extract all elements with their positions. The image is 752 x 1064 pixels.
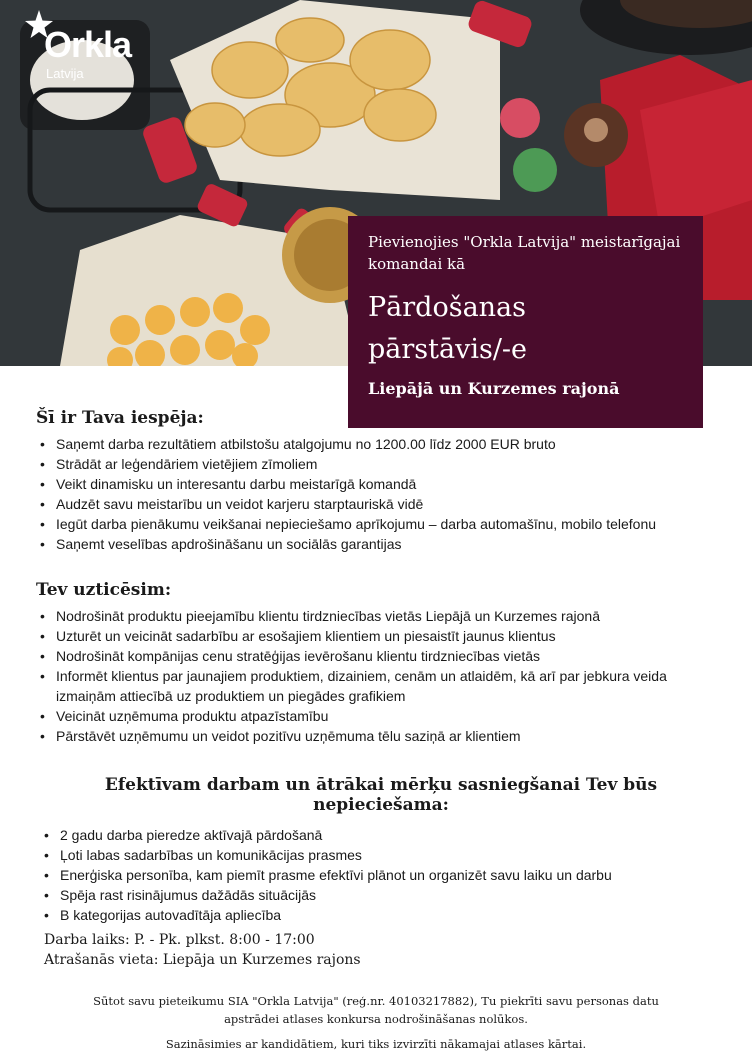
work-place: Atrašanās vieta: Liepāja un Kurzemes rajons — [44, 952, 361, 968]
list-item: • Enerģiska personība, kam piemīt prasme efektīvi plānot un organizēt savu laiku un darbu — [44, 867, 612, 883]
requirements-section — [40, 775, 722, 925]
opportunity-section — [36, 408, 722, 554]
list-item: • B kategorijas autovadītāja apliecība — [44, 907, 282, 923]
opportunity-heading: Šī ir Tava iespēja: — [36, 408, 204, 428]
list-item: • Strādāt ar leģendāriem vietējiem zīmoliem — [40, 456, 318, 472]
list-item: • Iegūt darba pienākumu veikšanai nepieciešamo aprīkojumu – darba automašīnu, mobilo telefonu — [40, 516, 657, 532]
title-intro: Pievienojies "Orkla Latvija" meistarīgajai komandai kā — [368, 233, 681, 273]
requirements-list — [40, 825, 722, 925]
consent-text: Sūtot savu pieteikumu SIA "Orkla Latvija" (reģ.nr. 40103217882), Tu piekrīti savu personas datu apstrādei atlases konkursa nodrošināšanas nolūkos. — [93, 994, 659, 1026]
job-title-box — [348, 216, 703, 428]
list-item: • 2 gadu darba pieredze aktīvajā pārdošanā — [44, 827, 323, 843]
position-title — [368, 287, 683, 371]
work-info — [44, 930, 361, 970]
work-hours: Darba laiks: P. - Pk. plkst. 8:00 - 17:00 — [44, 932, 315, 948]
logo-region: Latvija — [46, 66, 84, 81]
logo-wordmark: Orkla — [44, 24, 132, 65]
opportunity-list — [36, 434, 722, 554]
requirements-heading: Efektīvam darbam un ātrākai mērķu sasniegšanai Tev būs nepieciešama: — [104, 775, 658, 815]
position-title-line-2: pārstāvis/-e — [368, 334, 528, 365]
list-item: • Uzturēt un veicināt sadarbību ar esošajiem klientiem un piesaistīt jaunus klientus — [40, 628, 556, 644]
list-item: • Informēt klientus par jaunajiem produktiem, dizainiem, cenām un atlaidēm, kā arī par jebkura veida izmaiņām attiecībā uz produktiem un piegādes grafikiem — [40, 668, 667, 704]
duties-heading: Tev uzticēsim: — [36, 580, 172, 600]
list-item: • Saņemt veselības apdrošināšanu un sociālās garantijas — [40, 536, 402, 552]
list-item: • Ļoti labas sadarbības un komunikācijas prasmes — [44, 847, 362, 863]
orkla-logo[interactable] — [22, 8, 162, 84]
contact-text: Sazināsimies ar kandidātiem, kuri tiks izvirzīti nākamajai atlases kārtai. — [165, 1037, 587, 1051]
list-item: • Spēja rast risinājumus dažādās situācijās — [44, 887, 317, 903]
list-item: • Audzēt savu meistarību un veidot karjeru starptauriskā vidē — [40, 496, 424, 512]
list-item: • Nodrošināt produktu pieejamību klientu tirdzniecības vietās Liepājā un Kurzemes rajonā — [40, 608, 600, 624]
position-title-line-1: Pārdošanas — [368, 292, 527, 323]
footer — [90, 992, 662, 1053]
list-item: • Pārstāvēt uzņēmumu un veidot pozitīvu uzņēmuma tēlu saziņā ar klientiem — [40, 728, 521, 744]
list-item: • Veikt dinamisku un interesantu darbu meistarīgā komandā — [40, 476, 417, 492]
duties-list — [36, 606, 722, 746]
list-item: • Saņemt darba rezultātiem atbilstošu atalgojumu no 1200.00 līdz 2000 EUR bruto — [40, 436, 556, 452]
duties-section — [36, 580, 722, 746]
list-item: • Nodrošināt kompānijas cenu stratēģijas ievērošanu klientu tirdzniecības vietās — [40, 648, 541, 664]
job-location: Liepājā un Kurzemes rajonā — [368, 379, 620, 398]
list-item: • Veicināt uzņēmuma produktu atpazīstamību — [40, 708, 329, 724]
